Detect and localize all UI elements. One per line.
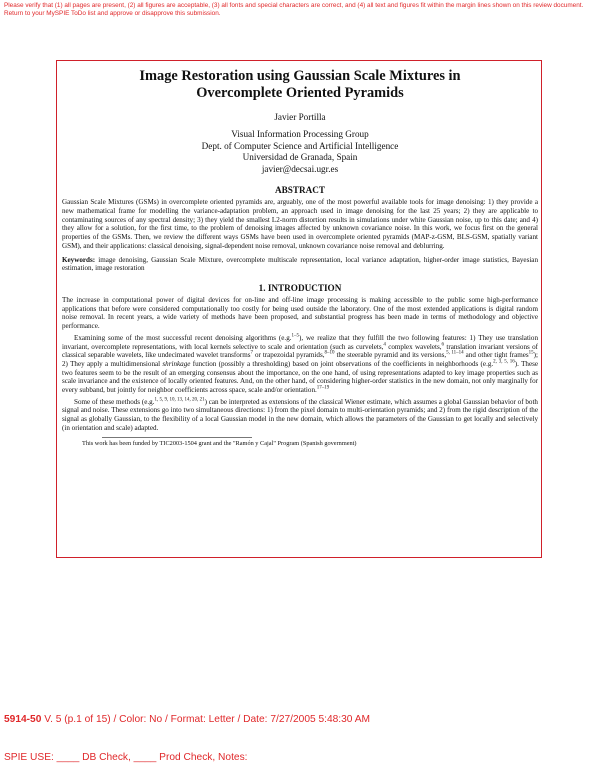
keywords-text: image denoising, Gaussian Scale Mixture, overcomplete multiscale representation, local variance adaptation, higher-order image statistics, Bayesian estimation, image restoration bbox=[62, 255, 538, 273]
spie-use-line: SPIE USE: ____ DB Check, ____ Prod Check, Notes: bbox=[4, 752, 248, 763]
p3-text-1: Some of these methods (e.g. bbox=[74, 397, 155, 406]
intro-paragraph-1: The increase in computational power of digital devices for on-line and off-line image processing is making accessible to the public some high-performance applications that before were considered computationally too costly for being used outside the laboratory. One of the most extended applications is digital random noise removal. In recent years, a wide variety of methods have been proposed, and substantial progress has been made in terms of methodology and objective performance. bbox=[62, 296, 538, 331]
status-details: V. 5 (p.1 of 15) / Color: No / Format: Letter / Date: 7/27/2005 5:48:30 AM bbox=[41, 714, 371, 725]
affiliation-university: Universidad de Granada, Spain bbox=[242, 152, 358, 163]
status-bar bbox=[4, 714, 370, 725]
affiliation-group: Visual Information Processing Group bbox=[231, 129, 369, 139]
p2-text-7: and other tight frames bbox=[463, 351, 529, 360]
abstract-heading: ABSTRACT bbox=[274, 185, 326, 196]
p2-text-1: Examining some of the most successful recent denoising algorithms (e.g. bbox=[74, 333, 292, 342]
citation: 15 bbox=[528, 350, 534, 356]
affiliation-block bbox=[62, 129, 538, 175]
abstract-text: Gaussian Scale Mixtures (GSMs) in overcomplete oriented pyramids are, arguably, one of the most powerful available tools for image denoising: 1) they provide a new mathematical frame for modelling the variance-adaptation problem, an approach used in image denoising for the last 25 years; 2) they are applicable to contaminating sources of any spectral density; 3) they yield the smallest L2-norm distortion results in simulations under white Gaussian noise, up to this date; and 4) they allow for a solution, for the first time, to the problem of denoising images affected by unknown covariance noise. In this work, we focus first on the general properties of the GSMs. Then, we review the different ways GSMs have been used in overcomplete oriented pyramids (MAP-z-GSM, BLS-GSM, spatially variant GSM), and their applications: classical denoising, signal-dependent noise removal, unknown covariance noise removal and deblurring. bbox=[62, 198, 538, 250]
job-id: 5914-50 bbox=[4, 714, 42, 725]
review-notice: Please verify that (1) all pages are present, (2) all figures are acceptable, (3) all fonts and special characters are correct, and (4) all text and figures fit within the margin lines shown on this review document. Return to your MySPIE ToDo list and approve or disapprove this submission. bbox=[4, 2, 584, 17]
citation: 8–10 bbox=[324, 350, 335, 356]
affiliation-email: javier@decsai.ugr.es bbox=[261, 163, 339, 174]
funding-footnote: This work has been funded by TIC2003-1504 grant and the "Ramón y Cajal" Program (Spanish government) bbox=[82, 439, 357, 447]
keywords bbox=[62, 256, 538, 273]
citation: 6 bbox=[441, 342, 445, 348]
shrinkage-term: shrinkage bbox=[162, 359, 191, 368]
intro-paragraph-3 bbox=[62, 398, 538, 433]
p2-text-2: ), we realize that they fulfill the two following features: 1) They use translation invariant, overcomplete representations, with local kernels selective to scale and orientation (such as curvelets, bbox=[62, 333, 538, 351]
p2-text-4: translation invariant versions of classical separable wavelets, like undecimated wavelet transforms bbox=[62, 342, 539, 360]
footnote-rule bbox=[102, 437, 252, 438]
paper-title bbox=[62, 68, 538, 102]
citation: 5, 11–14 bbox=[446, 350, 464, 356]
intro-paragraph-2 bbox=[62, 334, 538, 395]
citation: 17–19 bbox=[316, 385, 330, 391]
title-line-2: Overcomplete Oriented Pyramids bbox=[196, 85, 404, 101]
citation: 7 bbox=[250, 350, 253, 356]
p2-text-5: or trapezoidal pyramids, bbox=[252, 351, 325, 360]
citation: 1–5 bbox=[291, 333, 300, 339]
author-name: Javier Portilla bbox=[274, 112, 326, 122]
p3-text-2: ) can be interpreted as extensions of the classical Wiener estimate, which assumes a global Gaussian behavior of both signal and noise. These extensions go into two simultaneous directions: 1) from the pixel domain to multi-orientation pyramids; and 2) from the rigid description of the signal as globally Gaussian, to the flexibility of a local Gaussian model in the new domain, which allows the parameters of the Gaussian to get locally and selectively (in orientation and scale) adapted. bbox=[62, 397, 538, 432]
keywords-label: Keywords: bbox=[62, 255, 96, 264]
title-line-1: Image Restoration using Gaussian Scale Mixtures in bbox=[139, 68, 461, 84]
citation: 1, 5, 9, 10, 13, 14, 20, 21 bbox=[154, 397, 205, 403]
affiliation-dept: Dept. of Computer Science and Artificial Intelligence bbox=[201, 140, 399, 151]
citation: 4 bbox=[383, 342, 386, 348]
p2-text-6: the steerable pyramid and its versions, bbox=[334, 351, 447, 360]
p2-text-9: function (possibly a thresholding) based on joint observations of the coefficients in neighborhoods (e.g. bbox=[190, 359, 494, 368]
p2-text-8: ); 2) They apply a multidimensional bbox=[62, 351, 539, 368]
p2-text-3: complex wavelets, bbox=[385, 342, 442, 351]
p2-text-10: ). These two features seem to be the result of an emerging consensus about the importance, on the one hand, of using representations adapted to key image properties such as scale invariance and the existence of locally oriented features. And, on the other hand, of considering higher-order statistics in the new domain, not only marginally for every subband, but jointly for neighbor coefficients across space, scale and/or orientation. bbox=[62, 359, 539, 395]
citation: 2, 3, 5, 16 bbox=[493, 359, 515, 365]
paper-page bbox=[62, 68, 538, 448]
introduction-heading: 1. INTRODUCTION bbox=[258, 283, 342, 293]
